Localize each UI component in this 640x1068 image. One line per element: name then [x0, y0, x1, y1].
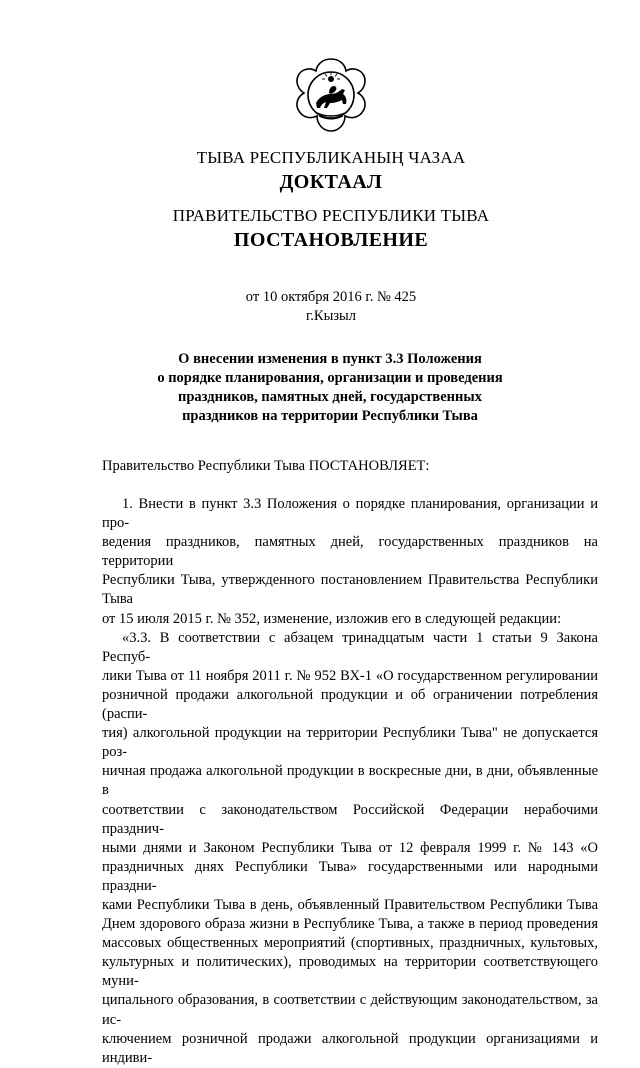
- title-line: о порядке планирования, организации и проведения: [157, 370, 503, 386]
- body-line: культурных и политических), проводимых на территории соответствующего муни-: [102, 954, 598, 990]
- body-line: тия) алкогольной продукции на территории Республики Тыва" не допускается роз-: [102, 725, 598, 761]
- body-line: Республики Тыва, утвержденного постановлением Правительства Республики Тыва: [102, 572, 598, 608]
- russian-government-name: ПРАВИТЕЛЬСТВО РЕСПУБЛИКИ ТЫВА: [172, 206, 490, 225]
- body-line: Днем здорового образа жизни в Республике Тыва, а также в период проведения: [102, 916, 598, 933]
- preamble: Правительство Республики Тыва ПОСТАНОВЛЯЕТ:: [102, 458, 430, 474]
- coat-of-arms-emblem: [289, 53, 373, 137]
- body-line: ками Республики Тыва в день, объявленный Правительством Республики Тыва: [102, 896, 598, 913]
- russian-document-type: ПОСТАНОВЛЕНИЕ: [233, 229, 429, 251]
- document-body: [102, 495, 598, 1068]
- body-line: соответствии с законодательством Российской Федерации нерабочими празднич-: [102, 801, 598, 837]
- body-line: ными днями и Законом Республики Тыва от 12 февраля 1999 г. № 143 «О: [102, 839, 598, 856]
- body-line: лики Тыва от 11 ноября 2011 г. № 952 ВХ-1 «О государственном регулировании: [102, 667, 598, 684]
- document-title: [100, 350, 560, 426]
- date-and-number: от 10 октября 2016 г. № 425: [245, 289, 417, 305]
- body-line: ципального образования, в соответствии с действующим законодательством, за ис-: [102, 992, 598, 1028]
- city: г.Кызыл: [305, 308, 357, 324]
- body-line: ключением розничной продажи алкогольной продукции организациями и индиви-: [102, 1030, 598, 1066]
- body-line: ничная продажа алкогольной продукции в воскресные дни, в дни, объявленные в: [102, 763, 598, 799]
- body-line: ведения праздников, памятных дней, государственных праздников на территории: [102, 534, 598, 570]
- body-line: массовых общественных мероприятий (спортивных, праздничных, культовых,: [102, 935, 598, 952]
- body-line: праздничных днях Республики Тыва» государственными или народными праздни-: [102, 858, 598, 894]
- title-line: О внесении изменения в пункт 3.3 Положения: [178, 351, 482, 367]
- title-line: праздников на территории Республики Тыва: [182, 408, 478, 424]
- title-line: праздников, памятных дней, государственных: [178, 389, 482, 405]
- body-line: 1. Внести в пункт 3.3 Положения о порядке планирования, организации и про-: [102, 496, 598, 532]
- tuvan-document-type: ДОКТААЛ: [279, 171, 383, 193]
- body-line: розничной продажи алкогольной продукции и об ограничении потребления (распи-: [102, 686, 598, 723]
- body-line: «3.3. В соответствии с абзацем тринадцатым части 1 статьи 9 Закона Респуб-: [102, 629, 598, 665]
- body-line: от 15 июля 2015 г. № 352, изменение, изложив его в следующей редакции:: [102, 610, 562, 627]
- tuvan-government-name: ТЫВА РЕСПУБЛИКАНЫҢ ЧАЗАА: [196, 148, 466, 167]
